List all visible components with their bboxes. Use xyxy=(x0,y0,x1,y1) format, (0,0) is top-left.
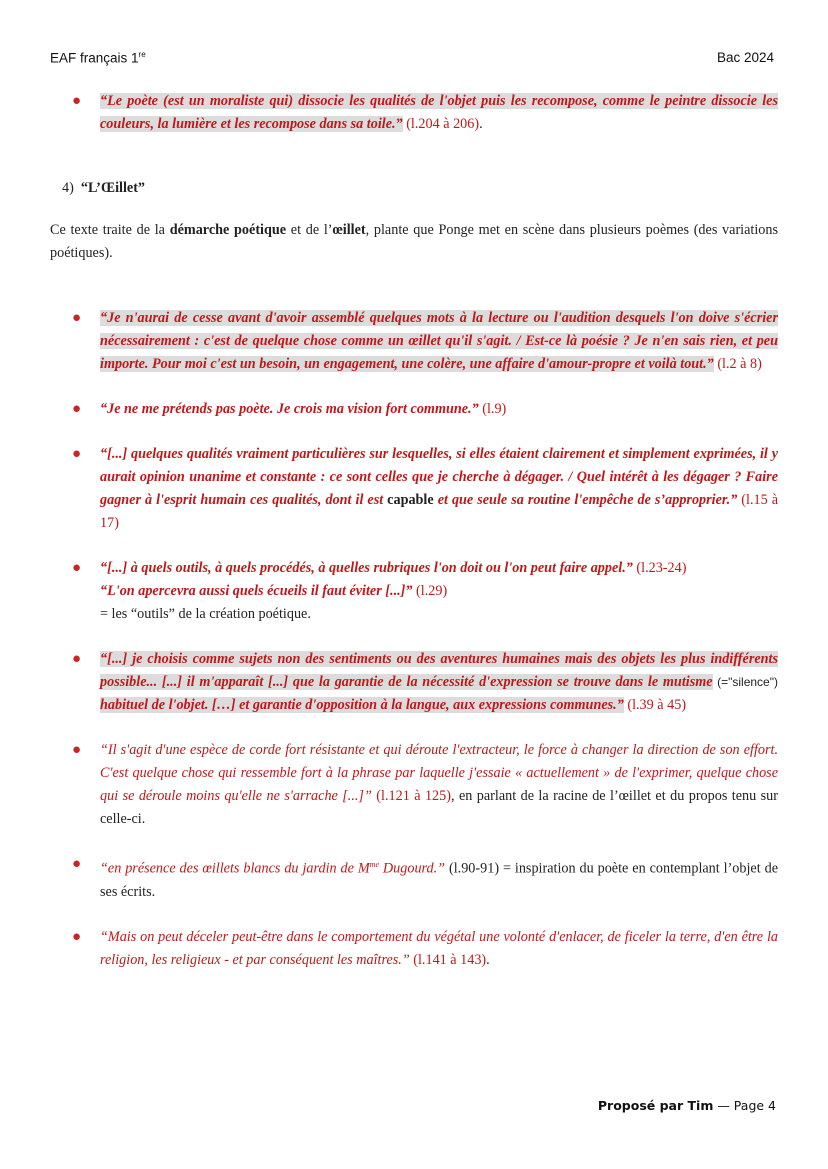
line-ref: (l.15 à 17) xyxy=(100,492,779,531)
header-left xyxy=(50,50,146,66)
page-content xyxy=(50,90,778,972)
punctuation: . xyxy=(486,951,490,968)
footer-page: — Page 4 xyxy=(713,1098,776,1113)
quote: “[...] je choisis comme sujets non des sentiments ou des aventures humaines mais des objets les plus indifférents possible... [...] il m'apparaît [...] que la garantie de la nécessité d'expression se trouve dans le mutisme xyxy=(100,651,778,690)
note: = inspiration du poète en contemplant l’objet de ses écrits. xyxy=(100,860,778,900)
section-title: “L’Œillet” xyxy=(80,180,146,196)
bullet-icon: ● xyxy=(72,928,82,945)
list-item xyxy=(50,307,778,376)
line-ref: (l.39 à 45) xyxy=(623,697,687,713)
intro-text: Ce texte traite de la xyxy=(50,222,170,238)
line-ref: (l.121 à 125) xyxy=(371,788,451,804)
intro-text: , plante que Ponge met en scène dans plusieurs poèmes (des variations poétiques). xyxy=(50,222,779,261)
quote: Dugourd.” xyxy=(379,860,446,877)
intro-bold: démarche poétique xyxy=(169,222,287,238)
bullet-icon: ● xyxy=(72,856,82,872)
quote: “[...] à quels outils, à quels procédés, à quelles rubriques l'on doit ou l'on peut faire appel.” xyxy=(100,560,633,576)
punctuation: . xyxy=(479,116,483,132)
bullet-icon: ● xyxy=(72,651,82,667)
line-ref: (l.204 à 206) xyxy=(402,116,480,132)
line-ref: (l.29) xyxy=(412,583,448,599)
intro-text: et de l’ xyxy=(286,222,333,238)
line-ref: (l.141 à 143) xyxy=(409,951,487,968)
header-course-sup: re xyxy=(138,50,146,59)
intro-bold: œillet xyxy=(332,222,366,238)
header-course: EAF français 1 xyxy=(50,50,139,66)
note: , en parlant de la racine de l’œillet et du propos tenu sur celle-ci. xyxy=(100,788,778,827)
list-item xyxy=(50,398,778,421)
quote-word: capable xyxy=(387,492,434,508)
quote: “[...] quelques qualités vraiment particulières sur lesquelles, si elles étaient clairement et simplement exprimées, il y aurait opinion unanime et constante : ce sont celles que je cherche à dégager. / Quel intérêt à les dégager ? Faire gagner à l'esprit humain ces qualités, dont il est xyxy=(100,446,778,508)
bullet-icon: ● xyxy=(72,560,82,576)
bullet-icon: ● xyxy=(72,446,82,462)
quote-sup: me xyxy=(369,860,379,869)
list-item xyxy=(50,90,778,136)
quote: “Il s'agit d'une espèce de corde fort résistante et qui déroute l'extracteur, le force à changer la direction de son effort. C'est quelque chose qui ressemble fort à la phrase par laquelle j'essaie « actuellement » de l'exprimer, quelque chose qui se déroule moins qu'elle ne s'arrache [...]” xyxy=(100,742,778,804)
quote: “Je n'aurai de cesse avant d'avoir assemblé quelques mots à la lecture ou l'audition desquels l'on doive s'écrier nécessairement : c'est de quelque chose comme un œillet qu'il s'agit. / Est-ce là poésie ? Je n'en sais rien, et peu importe. Pour moi c'est un besoin, un engagement, une colère, une affaire d'amour-propre et voilà tout.” xyxy=(100,310,778,372)
quote: habituel de l'objet. […] et garantie d'opposition à la langue, aux expressions communes.” xyxy=(100,697,624,713)
quote: “L'on apercevra aussi quels écueils il faut éviter [...]” xyxy=(100,583,413,599)
list-item xyxy=(50,648,778,717)
line-ref: (l.2 à 8) xyxy=(713,356,762,372)
line-ref: (l.90-91) xyxy=(445,860,500,877)
quote: “Je ne me prétends pas poète. Je crois ma vision fort commune.” xyxy=(100,401,479,417)
bullet-icon: ● xyxy=(72,742,82,758)
quote: “Le poète (est un moraliste qui) dissocie les qualités de l'objet puis les recompose, comme le peintre dissocie les couleurs, la lumière et les recompose dans sa toile.” xyxy=(100,93,778,132)
bullet-icon: ● xyxy=(72,310,82,326)
footer-author: Proposé par Tim xyxy=(597,1098,714,1113)
list-item xyxy=(50,926,778,972)
header-right: Bac 2024 xyxy=(716,50,774,65)
line-ref: (l.9) xyxy=(478,401,507,417)
list-item xyxy=(50,443,778,535)
list-item xyxy=(50,739,778,831)
bullet-icon: ● xyxy=(72,401,82,417)
quote: “Mais on peut déceler peut-être dans le comportement du végétal une volonté d'enlacer, de ficeler la terre, d'en être la religion, les religieux - et par conséquent les maîtres.” xyxy=(100,928,778,968)
intro-paragraph xyxy=(50,219,778,265)
paren-note: (="silence") xyxy=(712,675,778,689)
section-heading xyxy=(50,180,778,197)
note: = les “outils” de la création poétique. xyxy=(100,606,311,622)
page-footer xyxy=(598,1098,776,1113)
section-number: 4) xyxy=(62,180,74,196)
list-item xyxy=(50,557,778,626)
bullet-icon: ● xyxy=(72,93,82,109)
list-item xyxy=(50,853,778,904)
quote: et que seule sa routine l'empêche de s’approprier.” xyxy=(433,492,738,508)
line-ref: (l.23-24) xyxy=(632,560,687,576)
quote: “en présence des œillets blancs du jardin de M xyxy=(100,860,370,877)
